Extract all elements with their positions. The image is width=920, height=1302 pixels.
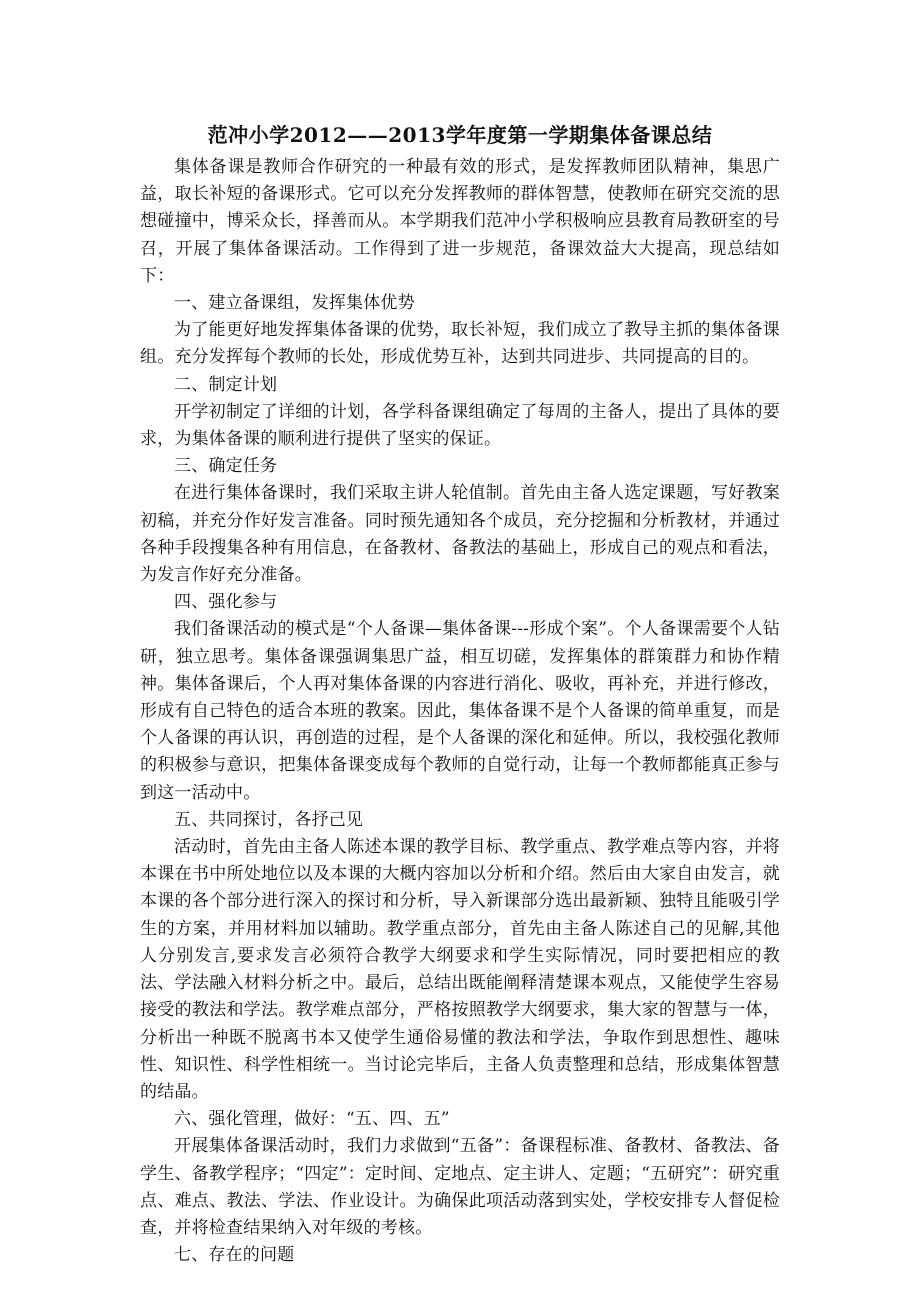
- section-heading-6: 六、强化管理，做好：“五、四、五”: [174, 1109, 450, 1130]
- document-page: [140, 118, 780, 1269]
- section-body-3: 在进行集体备课时，我们采取主讲人轮值制。首先由主备人选定课题，写好教案初稿，并充分作好发言准备。同时预先通知各个成员，充分挖掘和分析教材，并通过各种手段搜集各种有用信息，在备教材、备教法的基础上，形成自己的观点和看法，为发言作好充分准备。: [140, 483, 780, 586]
- section-body-6: 开展集体备课活动时，我们力求做到“五备”：备课程标准、备教材、备教法、备学生、备教学程序；“四定”：定时间、定地点、定主讲人、定题；“五研究”：研究重点、难点、教法、学法、作业设计。为确保此项活动落到实处，学校安排专人督促检查，并将检查结果纳入对年级的考核。: [140, 1136, 780, 1238]
- section-body-4: 我们备课活动的模式是“个人备课—集体备课---形成个案”。个人备课需要个人钻研，独立思考。集体备课强调集思广益，相互切磋，发挥集体的群策群力和协作精神。集体备课后，个人再对集体备课的内容进行消化、吸收，再补充，并进行修改，形成有自己特色的适合本班的教案。因此，集体备课不是个人备课的简单重复，而是个人备课的再认识，再创造的过程，是个人备课的深化和延伸。所以，我校强化教师的积极参与意识，把集体备课变成每个教师的自觉行动，让每一个教师都能真正参与到这一活动中。: [140, 619, 780, 803]
- intro-paragraph: 集体备课是教师合作研究的一种最有效的形式，是发挥教师团队精神，集思广益，取长补短的备课形式。它可以充分发挥教师的群体智慧，使教师在研究交流的思想碰撞中，博采众长，择善而从。本学期我们范冲小学积极响应县教育局教研室的号召，开展了集体备课活动。工作得到了进一步规范，备课效益大大提高，现总结如下：: [140, 157, 780, 286]
- section-heading-3: 三、确定任务: [174, 456, 278, 477]
- section-heading-1: 一、建立备课组，发挥集体优势: [174, 293, 415, 314]
- section-heading-7: 七、存在的问题: [174, 1245, 295, 1266]
- document-title: 范冲小学2012——2013学年度第一学期集体备课总结: [207, 123, 713, 147]
- section-body-1: 为了能更好地发挥集体备课的优势，取长补短，我们成立了教导主抓的集体备课组。充分发挥每个教师的长处，形成优势互补，达到共同进步、共同提高的目的。: [140, 320, 780, 368]
- section-body-5: 活动时，首先由主备人陈述本课的教学目标、教学重点、教学难点等内容，并将本课在书中所处地位以及本课的大概内容加以分析和介绍。然后由大家自由发言，就本课的各个部分进行深入的探讨和分析，导入新课部分选出最新颖、独特且能吸引学生的方案，并用材料加以辅助。教学重点部分，首先由主备人陈述自己的见解,其他人分别发言,要求发言必须符合教学大纲要求和学生实际情况，同时要把相应的教法、学法融入材料分析之中。最后，总结出既能阐释清楚课本观点，又能使学生容易接受的教法和学法。教学难点部分，严格按照教学大纲要求，集大家的智慧与一体，分析出一种既不脱离书本又使学生通俗易懂的教法和学法，争取作到思想性、趣味性、知识性、科学性相统一。当讨论完毕后，主备人负责整理和总结，形成集体智慧的结晶。: [140, 837, 780, 1102]
- section-heading-5: 五、共同探讨，各抒己见: [174, 809, 364, 830]
- section-body-2: 开学初制定了详细的计划，各学科备课组确定了每周的主备人，提出了具体的要求，为集体备课的顺利进行提供了坚实的保证。: [140, 401, 780, 450]
- section-heading-2: 二、制定计划: [174, 374, 278, 395]
- section-heading-4: 四、强化参与: [174, 592, 278, 613]
